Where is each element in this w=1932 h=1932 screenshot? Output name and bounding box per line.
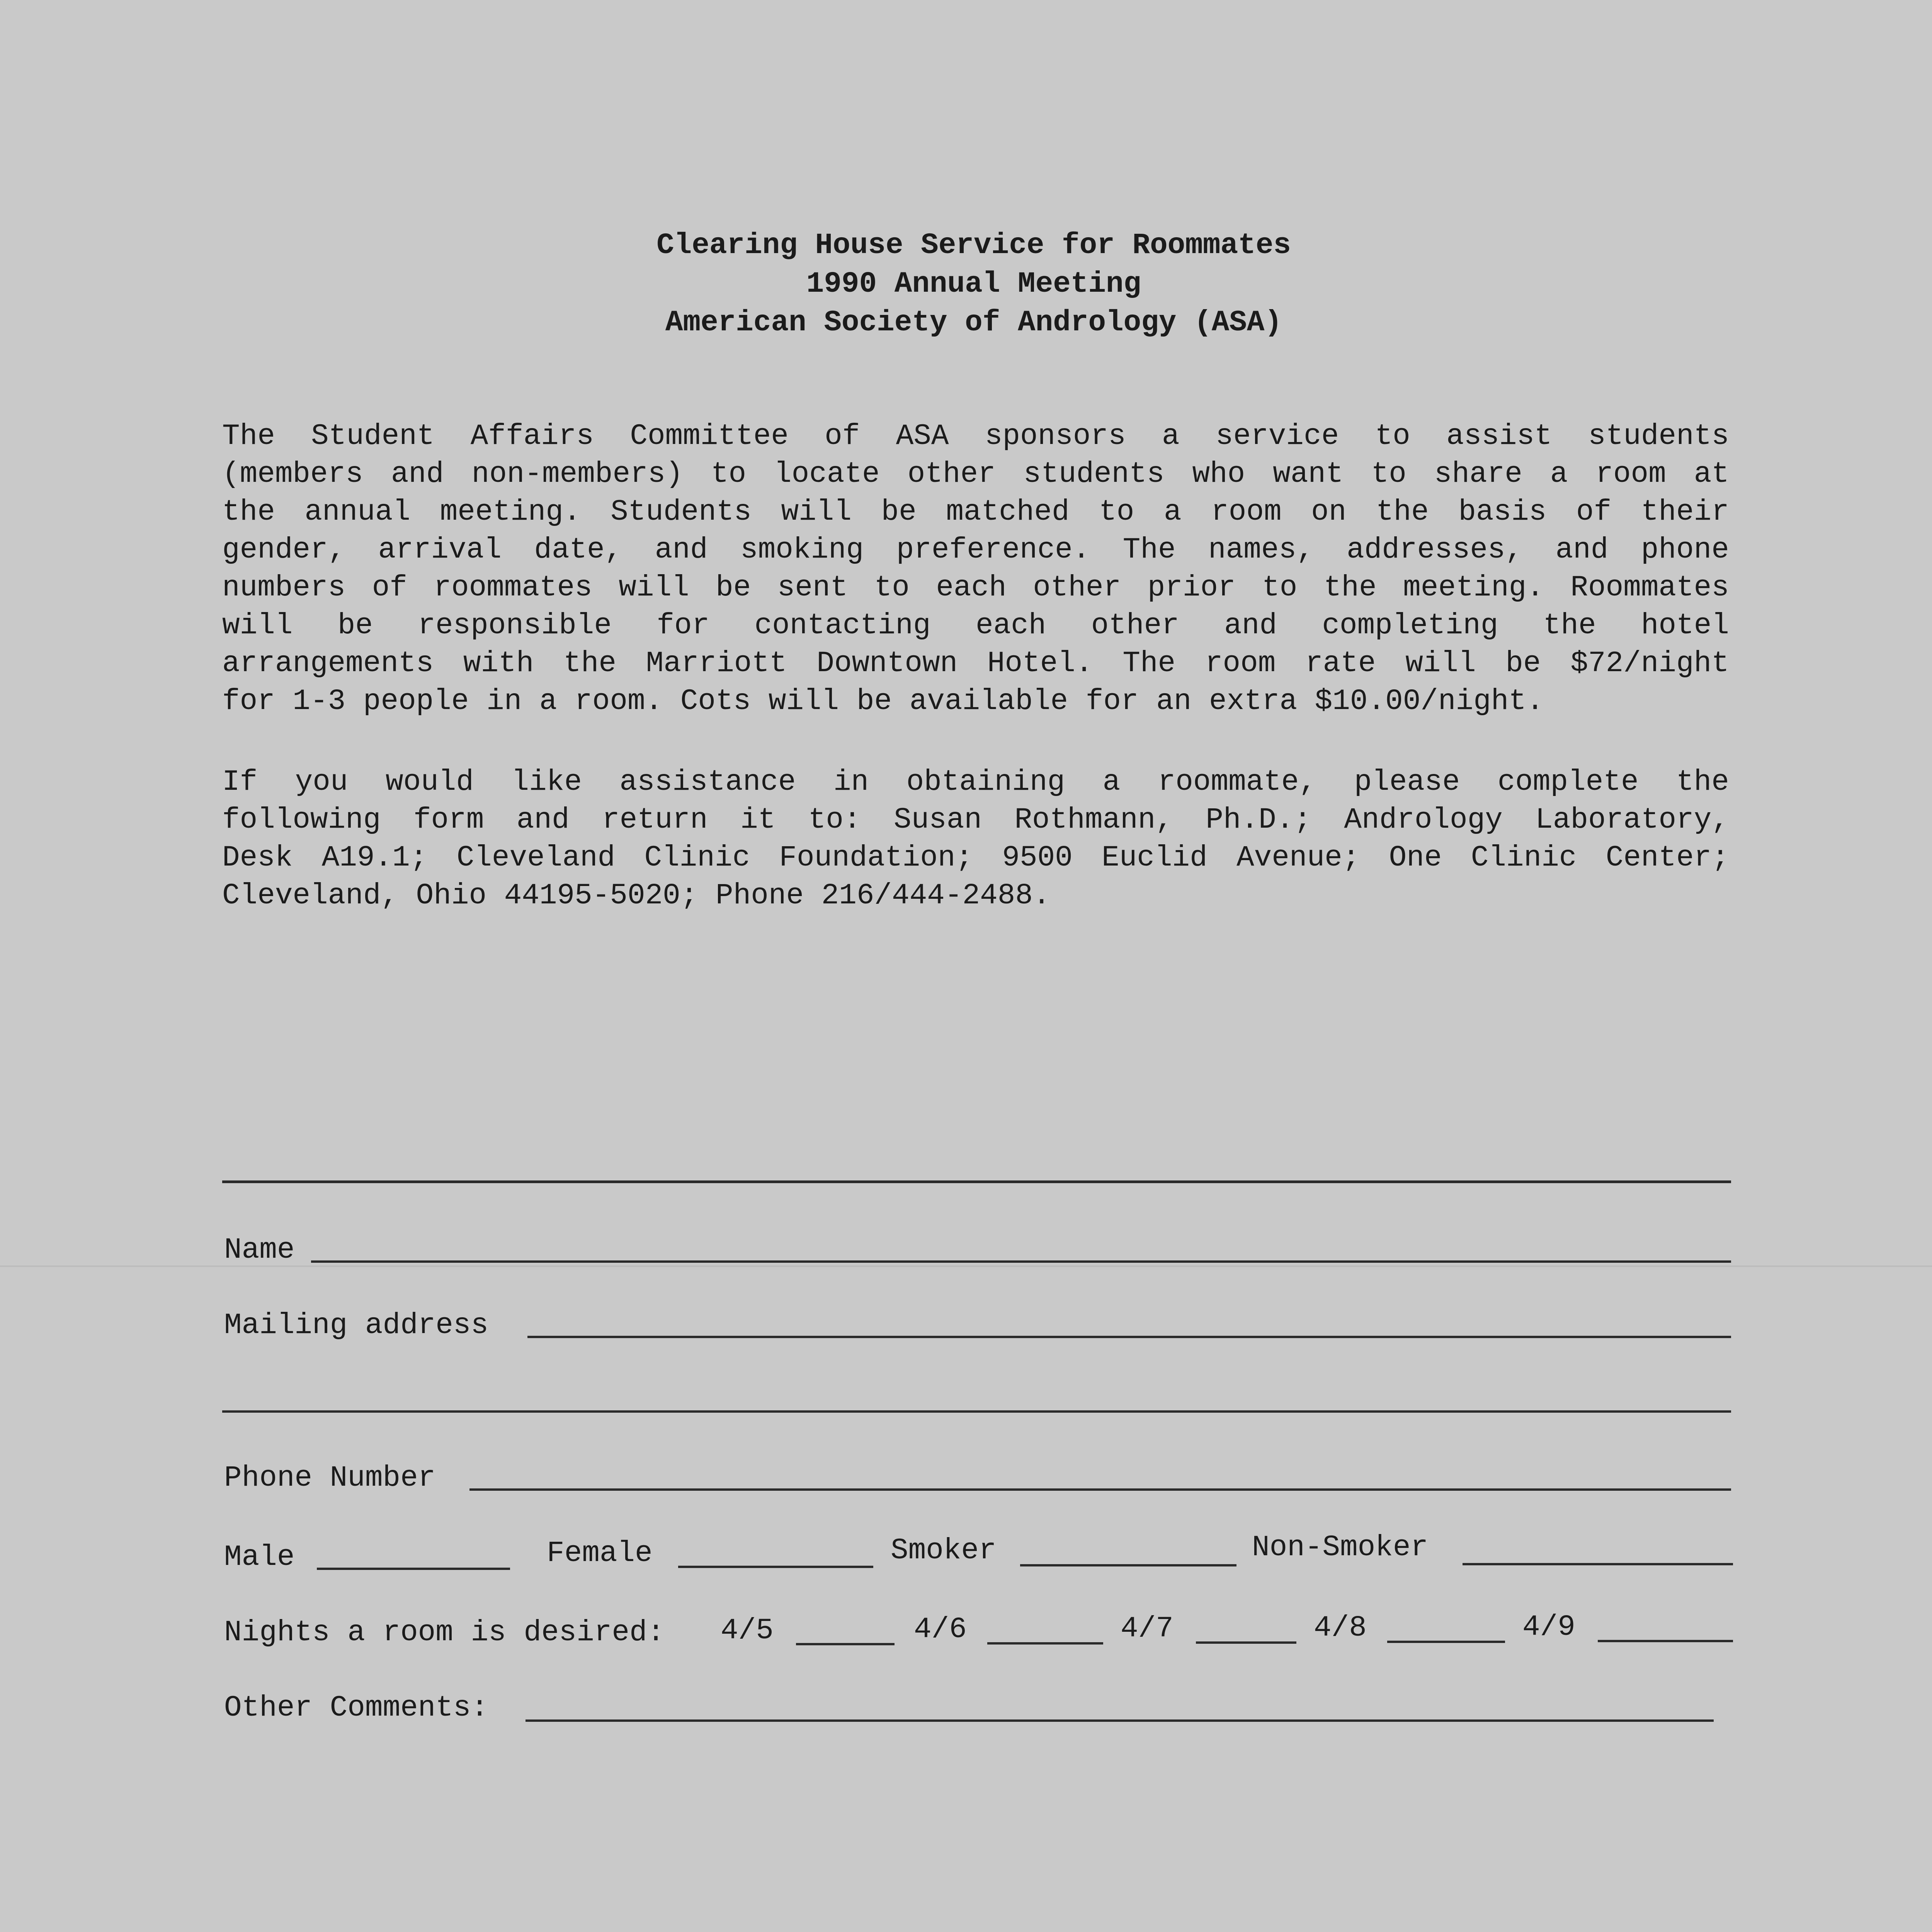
- word: who: [1192, 457, 1245, 491]
- mailing-address-label: Mailing address: [224, 1309, 489, 1342]
- word: rate: [1305, 647, 1376, 680]
- word: will: [222, 609, 293, 642]
- word: a: [1102, 765, 1121, 799]
- word: students: [1023, 457, 1165, 491]
- word: and: [391, 457, 444, 491]
- word: assistance: [619, 765, 796, 799]
- word: for 1-3 people in a room. Cots will be available for an extra $10.00/night.: [222, 685, 1544, 718]
- word: completing: [1322, 609, 1498, 642]
- word: be: [1505, 647, 1541, 680]
- text-line: [222, 839, 1729, 877]
- male-label: Male: [224, 1541, 295, 1574]
- word: and: [655, 533, 708, 566]
- word: in: [833, 765, 869, 799]
- word: to: [1371, 457, 1406, 491]
- word: responsible: [418, 609, 612, 642]
- word: to: [874, 571, 910, 604]
- word: room: [1211, 495, 1282, 529]
- word: each: [936, 571, 1007, 604]
- header-title: Clearing House Service for Roommates: [656, 229, 1291, 262]
- word: be: [716, 571, 751, 604]
- word: Laboratory,: [1535, 803, 1729, 837]
- night-4-6-field[interactable]: [987, 1642, 1103, 1645]
- text-line: [222, 763, 1729, 801]
- word: to: [1262, 571, 1298, 604]
- word: a: [1163, 495, 1182, 529]
- word: Affairs: [470, 420, 594, 453]
- word: Committee: [630, 420, 789, 453]
- word: assist: [1446, 420, 1552, 453]
- smoker-label: Smoker: [891, 1534, 997, 1567]
- word: roommates: [434, 571, 592, 604]
- word: meeting.: [1403, 571, 1544, 604]
- word: sponsors: [985, 420, 1126, 453]
- word: please: [1354, 765, 1460, 799]
- word: prior: [1147, 571, 1236, 604]
- word: a: [1550, 457, 1568, 491]
- word: the: [1376, 495, 1429, 529]
- word: meeting.: [440, 495, 581, 529]
- word: and: [1224, 609, 1277, 642]
- word: contacting: [754, 609, 931, 642]
- text-line: [222, 531, 1729, 569]
- night-4-5-field[interactable]: [796, 1643, 895, 1645]
- word: will: [1405, 647, 1476, 680]
- word: you: [295, 765, 348, 799]
- word: the: [1323, 571, 1377, 604]
- word: Students: [611, 495, 752, 529]
- phone-number-label: Phone Number: [224, 1461, 436, 1495]
- word: arrival: [378, 533, 502, 566]
- other-comments-label: Other Comments:: [224, 1691, 489, 1725]
- word: matched: [946, 495, 1070, 529]
- word: the: [222, 495, 275, 529]
- word: non-members): [471, 457, 683, 491]
- header-society: American Society of Andrology (ASA): [665, 306, 1282, 339]
- word: the: [1543, 609, 1596, 642]
- instructions-paragraph: [222, 763, 1729, 915]
- intro-paragraph: [222, 417, 1729, 720]
- word: service: [1215, 420, 1339, 453]
- word: each: [975, 609, 1046, 642]
- text-line: [222, 493, 1729, 531]
- name-label: Name: [224, 1233, 295, 1267]
- header-meeting: 1990 Annual Meeting: [806, 267, 1141, 301]
- night-4-8-field[interactable]: [1387, 1641, 1505, 1643]
- word: other: [907, 457, 996, 491]
- word: One: [1389, 841, 1442, 874]
- word: A19.1;: [321, 841, 428, 874]
- word: (members: [222, 457, 363, 491]
- word: it: [740, 803, 776, 837]
- word: Cleveland, Ohio 44195-5020; Phone 216/444-2488.: [222, 879, 1051, 912]
- word: numbers: [222, 571, 346, 604]
- other-comments-field[interactable]: [526, 1719, 1714, 1722]
- word: to:: [808, 803, 861, 837]
- word: Clinic: [1471, 841, 1577, 874]
- word: Andrology: [1344, 803, 1503, 837]
- female-field[interactable]: [678, 1566, 873, 1568]
- smoker-field[interactable]: [1020, 1564, 1236, 1566]
- word: names,: [1208, 533, 1314, 566]
- word: The: [1122, 647, 1176, 680]
- form-top-rule: [222, 1180, 1731, 1183]
- night-4-9-field[interactable]: [1598, 1640, 1733, 1642]
- date-label-4-9: 4/9: [1522, 1611, 1575, 1644]
- word: room: [1595, 457, 1666, 491]
- word: annual: [304, 495, 411, 529]
- word: to: [1099, 495, 1134, 529]
- word: will: [781, 495, 852, 529]
- word: form: [413, 803, 484, 837]
- word: If: [222, 765, 258, 799]
- date-label-4-8: 4/8: [1314, 1611, 1367, 1645]
- word: complete: [1497, 765, 1639, 799]
- word: return: [602, 803, 708, 837]
- non-smoker-field[interactable]: [1463, 1563, 1733, 1565]
- word: for: [656, 609, 710, 642]
- word: share: [1434, 457, 1522, 491]
- non-smoker-label: Non-Smoker: [1252, 1531, 1429, 1564]
- word: Susan: [893, 803, 982, 837]
- word: The: [222, 420, 275, 453]
- word: phone: [1641, 533, 1729, 566]
- male-field[interactable]: [317, 1568, 510, 1570]
- word: Clinic: [644, 841, 750, 874]
- word: locate: [774, 457, 880, 491]
- word: arrangements: [222, 647, 434, 680]
- word: roommate,: [1158, 765, 1317, 799]
- nights-label: Nights a room is desired:: [224, 1616, 665, 1649]
- word: would: [385, 765, 474, 799]
- word: students: [1588, 420, 1729, 453]
- word: the: [1676, 765, 1729, 799]
- word: The: [1122, 533, 1176, 566]
- word: Euclid: [1102, 841, 1208, 874]
- text-line: [222, 455, 1729, 493]
- word: and: [516, 803, 570, 837]
- word: of: [372, 571, 407, 604]
- word: a: [1162, 420, 1180, 453]
- text-line: [222, 682, 1729, 720]
- text-line: [222, 417, 1729, 455]
- text-line: [222, 645, 1729, 682]
- word: their: [1641, 495, 1729, 529]
- date-label-4-7: 4/7: [1121, 1612, 1173, 1645]
- word: at: [1694, 457, 1729, 491]
- date-label-4-5: 4/5: [721, 1614, 774, 1647]
- word: Desk: [222, 841, 293, 874]
- word: Student: [311, 420, 435, 453]
- word: basis: [1458, 495, 1547, 529]
- name-field[interactable]: [311, 1260, 1731, 1263]
- phone-number-field[interactable]: [469, 1488, 1731, 1491]
- text-line: [222, 877, 1729, 915]
- word: following: [222, 803, 381, 837]
- word: room: [1205, 647, 1276, 680]
- word: to: [711, 457, 747, 491]
- word: to: [1375, 420, 1410, 453]
- date-label-4-6: 4/6: [914, 1613, 967, 1646]
- female-label: Female: [547, 1537, 653, 1570]
- word: gender,: [222, 533, 346, 566]
- word: like: [511, 765, 582, 799]
- word: and: [1555, 533, 1609, 566]
- word: Rothmann,: [1014, 803, 1173, 837]
- night-4-7-field[interactable]: [1196, 1641, 1296, 1644]
- word: smoking: [740, 533, 864, 566]
- word: be: [337, 609, 373, 642]
- word: Hotel.: [987, 647, 1093, 680]
- word: be: [881, 495, 917, 529]
- word: other: [1033, 571, 1121, 604]
- word: on: [1311, 495, 1347, 529]
- word: of: [1576, 495, 1612, 529]
- word: Marriott: [646, 647, 787, 680]
- text-line: [222, 607, 1729, 645]
- word: Downtown: [816, 647, 958, 680]
- word: ASA: [896, 420, 949, 453]
- word: obtaining: [906, 765, 1065, 799]
- text-line: [222, 801, 1729, 839]
- word: Avenue;: [1236, 841, 1360, 874]
- word: hotel: [1641, 609, 1729, 642]
- word: the: [563, 647, 617, 680]
- word: 9500: [1002, 841, 1073, 874]
- word: with: [463, 647, 534, 680]
- word: $72/night: [1570, 647, 1729, 680]
- word: sent: [777, 571, 848, 604]
- text-line: [222, 569, 1729, 607]
- document-header: [0, 226, 1932, 342]
- word: Cleveland: [456, 841, 616, 874]
- word: Center;: [1605, 841, 1729, 874]
- word: of: [825, 420, 860, 453]
- word: preference.: [896, 533, 1090, 566]
- word: Foundation;: [779, 841, 973, 874]
- word: date,: [534, 533, 622, 566]
- mailing-address-field[interactable]: [527, 1336, 1731, 1338]
- word: will: [619, 571, 689, 604]
- mailing-address-field-line2[interactable]: [222, 1410, 1731, 1413]
- word: Roommates: [1570, 571, 1729, 604]
- word: Ph.D.;: [1206, 803, 1311, 837]
- word: want: [1273, 457, 1344, 491]
- word: addresses,: [1347, 533, 1523, 566]
- word: other: [1091, 609, 1179, 642]
